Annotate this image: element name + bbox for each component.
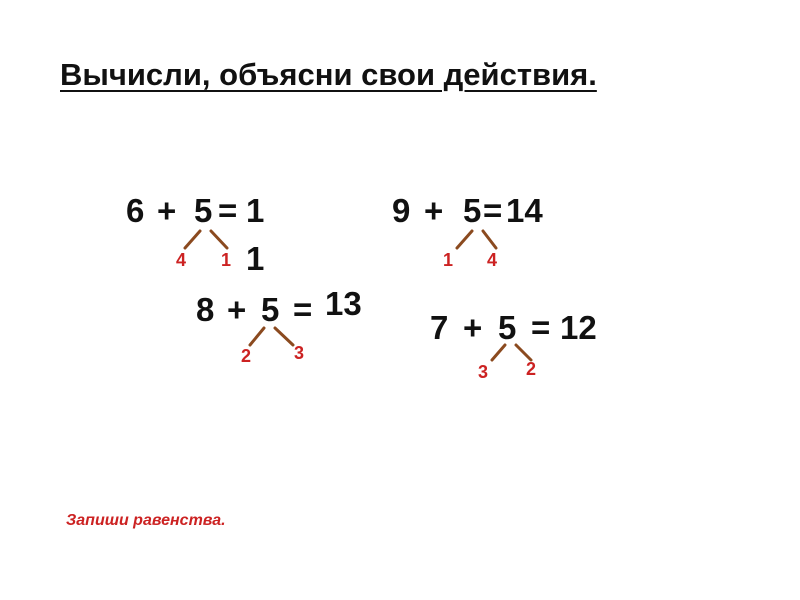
eq3-branch-right: [275, 328, 293, 345]
eq2-equals: =: [483, 192, 503, 229]
eq4-equals: =: [531, 309, 551, 346]
eq3-part-1: 2: [241, 346, 252, 366]
eq4-branch-left: [492, 345, 505, 360]
eq4-plus: +: [463, 309, 483, 346]
eq2-addend-a: 9: [392, 192, 411, 229]
eq3-result: 13: [325, 285, 362, 322]
eq2-result: 14: [506, 192, 543, 229]
eq1-branch-left: [185, 231, 200, 248]
eq4-result: 12: [560, 309, 597, 346]
eq1-part-2: 1: [221, 250, 232, 270]
eq1-addend-b: 5: [194, 192, 213, 229]
eq4-branch-right: [516, 345, 531, 360]
instruction-note: Запиши равенства.: [66, 512, 226, 529]
eq4-part-1: 3: [478, 362, 489, 382]
eq4-addend-b: 5: [498, 309, 517, 346]
eq1-result-line2: 1: [246, 240, 265, 277]
eq3-addend-a: 8: [196, 291, 215, 328]
eq1-plus: +: [157, 192, 177, 229]
eq1-addend-a: 6: [126, 192, 145, 229]
eq2-part-1: 1: [443, 250, 454, 270]
eq2-addend-b: 5: [463, 192, 482, 229]
eq1-equals: =: [218, 192, 238, 229]
eq1-result-line1: 1: [246, 192, 265, 229]
eq4-addend-a: 7: [430, 309, 449, 346]
eq3-plus: +: [227, 291, 247, 328]
eq4-part-2: 2: [526, 359, 537, 379]
eq2-branch-right: [483, 231, 496, 248]
eq3-addend-b: 5: [261, 291, 280, 328]
eq2-branch-left: [457, 231, 472, 248]
eq2-part-2: 4: [487, 250, 498, 270]
eq3-equals: =: [293, 291, 313, 328]
eq3-branch-left: [250, 328, 264, 345]
eq1-branch-right: [211, 231, 227, 248]
eq1-part-1: 4: [176, 250, 187, 270]
eq2-plus: +: [424, 192, 444, 229]
eq3-part-2: 3: [294, 343, 305, 363]
slide-title: Вычисли, объясни свои действия.: [60, 57, 597, 92]
